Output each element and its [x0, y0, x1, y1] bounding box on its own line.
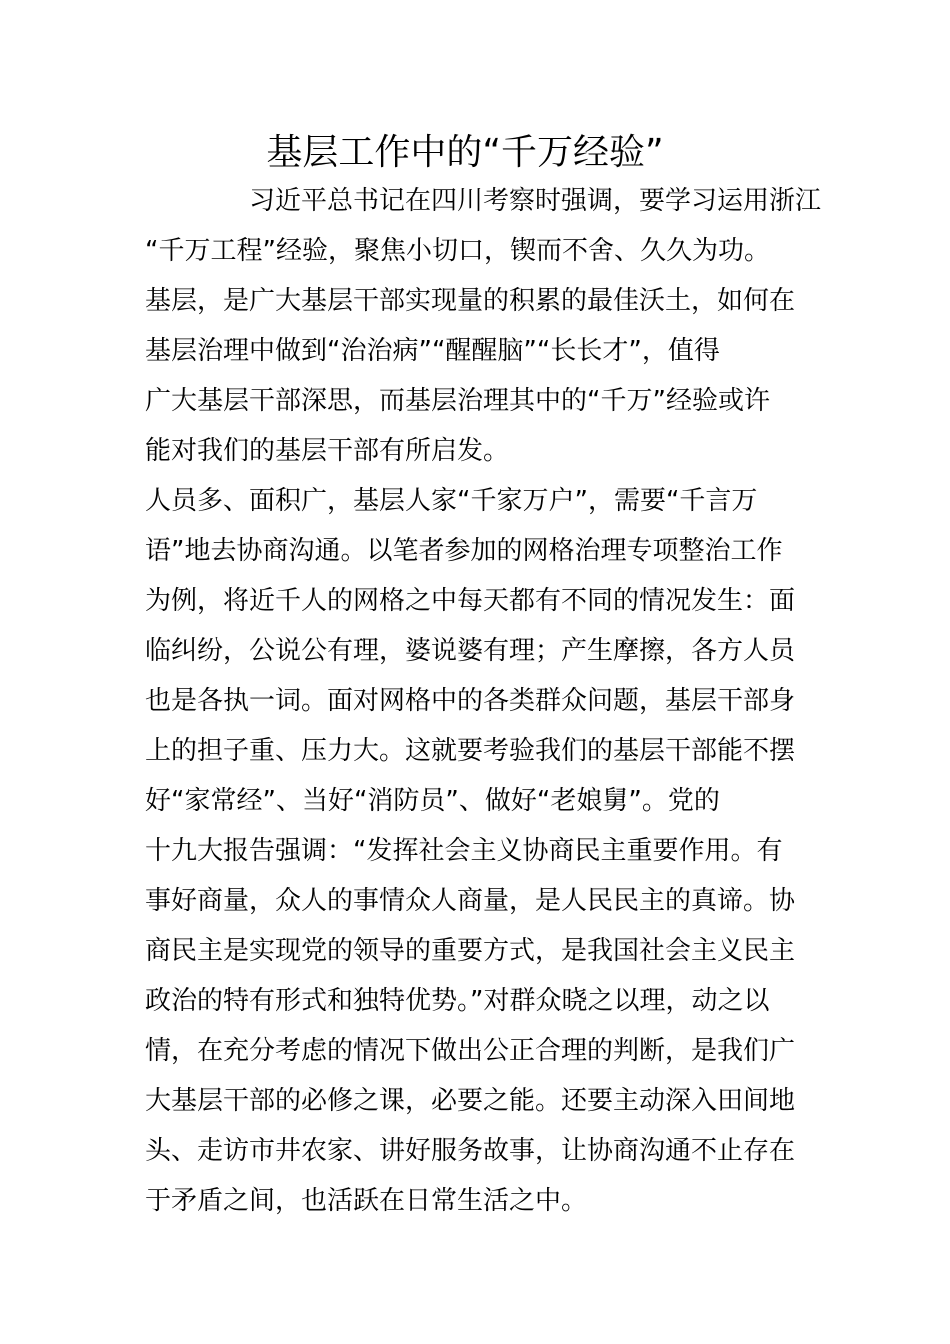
text-line: 临纠纷，公说公有理，婆说婆有理；产生摩擦，各方人员 — [145, 636, 796, 666]
text-line: “千万工程”经验，聚焦小切口，锲而不舍、久久为功。 — [145, 236, 770, 266]
text-line: 事好商量，众人的事情众人商量，是人民民主的真谛。协 — [145, 886, 796, 916]
text-line: 于矛盾之间，也活跃在日常生活之中。 — [145, 1186, 588, 1216]
text-line: 十九大报告强调：“发挥社会主义协商民主重要作用。有 — [145, 836, 783, 866]
text-line: 习近平总书记在四川考察时强调，要学习运用浙江 — [145, 186, 822, 216]
text-line: 语”地去协商沟通。以笔者参加的网格治理专项整治工作 — [145, 536, 783, 566]
text-line: 也是各执一词。面对网格中的各类群众问题，基层干部身 — [145, 686, 796, 716]
text-line: 基层治理中做到“治治病”“醒醒脑”“长长才”，值得 — [145, 336, 720, 366]
text-line: 情，在充分考虑的情况下做出公正合理的判断，是我们广 — [145, 1036, 796, 1066]
text-line: 好“家常经”、当好“消防员”、做好“老娘舅”。党的 — [145, 786, 720, 816]
text-line: 商民主是实现党的领导的重要方式，是我国社会主义民主 — [145, 936, 796, 966]
text-line: 广大基层干部深思，而基层治理其中的“千万”经验或许 — [145, 386, 770, 416]
text-line: 能对我们的基层干部有所启发。 — [145, 436, 510, 466]
text-line: 人员多、面积广，基层人家“千家万户”，需要“千言万 — [145, 486, 758, 516]
text-line: 大基层干部的必修之课，必要之能。还要主动深入田间地 — [145, 1086, 796, 1116]
text-line: 政治的特有形式和独特优势。”对群众晓之以理，动之以 — [145, 986, 770, 1016]
text-line: 头、走访市井农家、讲好服务故事，让协商沟通不止存在 — [145, 1136, 796, 1166]
text-line: 基层，是广大基层干部实现量的积累的最佳沃土，如何在 — [145, 286, 796, 316]
document-title: 基层工作中的“千万经验” — [266, 132, 664, 173]
text-line: 上的担子重、压力大。这就要考验我们的基层干部能不摆 — [145, 736, 796, 766]
text-line: 为例，将近千人的网格之中每天都有不同的情况发生：面 — [145, 586, 796, 616]
